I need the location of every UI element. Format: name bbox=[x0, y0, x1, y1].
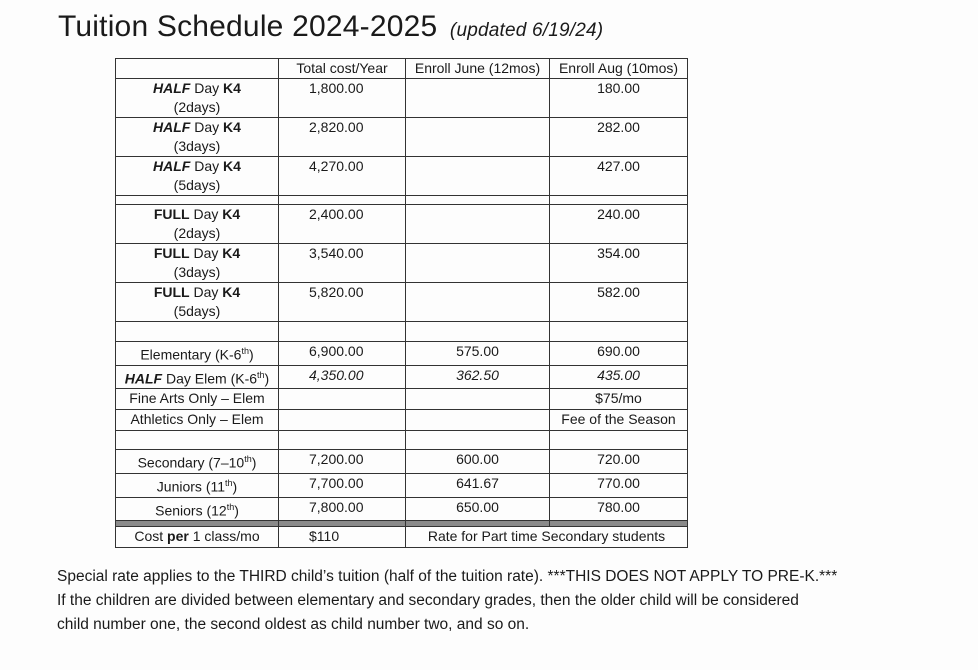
title-main: Tuition Schedule 2024-2025 bbox=[58, 10, 438, 43]
total-cell: 7,800.00 bbox=[279, 497, 406, 521]
aug-cell: 690.00 bbox=[550, 342, 688, 366]
table-row bbox=[116, 244, 688, 283]
aug-cell: 582.00 bbox=[550, 283, 688, 322]
note-line: If the children are divided between elementary and secondary grades, then the older child will be considered bbox=[57, 592, 799, 609]
note-line: Special rate applies to the THIRD child’s tuition (half of the tuition rate). ***THIS DOES NOT APPLY TO PRE-K.*** bbox=[57, 568, 838, 585]
aug-cell: 354.00 bbox=[550, 244, 688, 283]
table-row bbox=[116, 342, 688, 366]
table-row bbox=[116, 157, 688, 196]
table-row bbox=[116, 473, 688, 497]
row-label: Secondary (7–10th) bbox=[116, 450, 279, 474]
table-header-row bbox=[116, 59, 688, 79]
aug-cell: 720.00 bbox=[550, 450, 688, 474]
total-cell: $110 bbox=[279, 527, 406, 548]
table-row bbox=[116, 205, 688, 244]
june-cell bbox=[406, 118, 550, 157]
note-line: child number one, the second oldest as child number two, and so on. bbox=[57, 616, 530, 633]
spacer-row bbox=[116, 431, 688, 450]
june-cell: 641.67 bbox=[406, 473, 550, 497]
row-label: FULL Day K4 (2days) bbox=[116, 205, 279, 244]
spacer-row bbox=[116, 196, 688, 205]
aug-cell: Fee of the Season bbox=[550, 410, 688, 431]
total-cell: 7,200.00 bbox=[279, 450, 406, 474]
table-row bbox=[116, 79, 688, 118]
aug-cell: 770.00 bbox=[550, 473, 688, 497]
june-cell bbox=[406, 244, 550, 283]
table-row bbox=[116, 497, 688, 521]
row-label: FULL Day K4 (5days) bbox=[116, 283, 279, 322]
aug-cell: 180.00 bbox=[550, 79, 688, 118]
june-cell bbox=[406, 157, 550, 196]
tuition-table bbox=[115, 58, 688, 548]
total-cell: 3,540.00 bbox=[279, 244, 406, 283]
table-row bbox=[116, 365, 688, 389]
june-cell bbox=[406, 205, 550, 244]
header-blank-cell bbox=[116, 59, 279, 79]
row-label: Seniors (12th) bbox=[116, 497, 279, 521]
aug-cell: $75/mo bbox=[550, 389, 688, 410]
table-row bbox=[116, 410, 688, 431]
june-cell: 600.00 bbox=[406, 450, 550, 474]
aug-cell: 240.00 bbox=[550, 205, 688, 244]
total-cell: 1,800.00 bbox=[279, 79, 406, 118]
row-label: Juniors (11th) bbox=[116, 473, 279, 497]
aug-cell: 435.00 bbox=[550, 365, 688, 389]
june-cell: 575.00 bbox=[406, 342, 550, 366]
table-row bbox=[116, 283, 688, 322]
page-title bbox=[58, 10, 603, 44]
table-row bbox=[116, 389, 688, 410]
total-cell: 2,820.00 bbox=[279, 118, 406, 157]
notes-block bbox=[57, 565, 937, 637]
total-cell: 5,820.00 bbox=[279, 283, 406, 322]
header-total: Total cost/Year bbox=[279, 59, 406, 79]
aug-cell: 282.00 bbox=[550, 118, 688, 157]
part-time-note: Rate for Part time Secondary students bbox=[406, 527, 688, 548]
total-cell: 4,350.00 bbox=[279, 365, 406, 389]
june-cell bbox=[406, 283, 550, 322]
total-cell: 7,700.00 bbox=[279, 473, 406, 497]
row-label: FULL Day K4 (3days) bbox=[116, 244, 279, 283]
table-row bbox=[116, 527, 688, 548]
row-label: HALF Day Elem (K-6th) bbox=[116, 365, 279, 389]
row-label: HALF Day K4 (3days) bbox=[116, 118, 279, 157]
row-label: HALF Day K4 (2days) bbox=[116, 79, 279, 118]
title-updated-date: (updated 6/19/24) bbox=[449, 20, 604, 41]
aug-cell: 427.00 bbox=[550, 157, 688, 196]
june-cell bbox=[406, 79, 550, 118]
aug-cell: 780.00 bbox=[550, 497, 688, 521]
row-label: Elementary (K-6th) bbox=[116, 342, 279, 366]
june-cell: 650.00 bbox=[406, 497, 550, 521]
june-cell: 362.50 bbox=[406, 365, 550, 389]
table-row bbox=[116, 450, 688, 474]
header-june: Enroll June (12mos) bbox=[406, 59, 550, 79]
spacer-row bbox=[116, 322, 688, 342]
total-cell: 4,270.00 bbox=[279, 157, 406, 196]
row-label: Fine Arts Only – Elem bbox=[116, 389, 279, 410]
table-row bbox=[116, 118, 688, 157]
row-label: Athletics Only – Elem bbox=[116, 410, 279, 431]
row-label: Cost per 1 class/mo bbox=[116, 527, 279, 548]
row-label: HALF Day K4 (5days) bbox=[116, 157, 279, 196]
header-aug: Enroll Aug (10mos) bbox=[550, 59, 688, 79]
total-cell: 6,900.00 bbox=[279, 342, 406, 366]
total-cell: 2,400.00 bbox=[279, 205, 406, 244]
